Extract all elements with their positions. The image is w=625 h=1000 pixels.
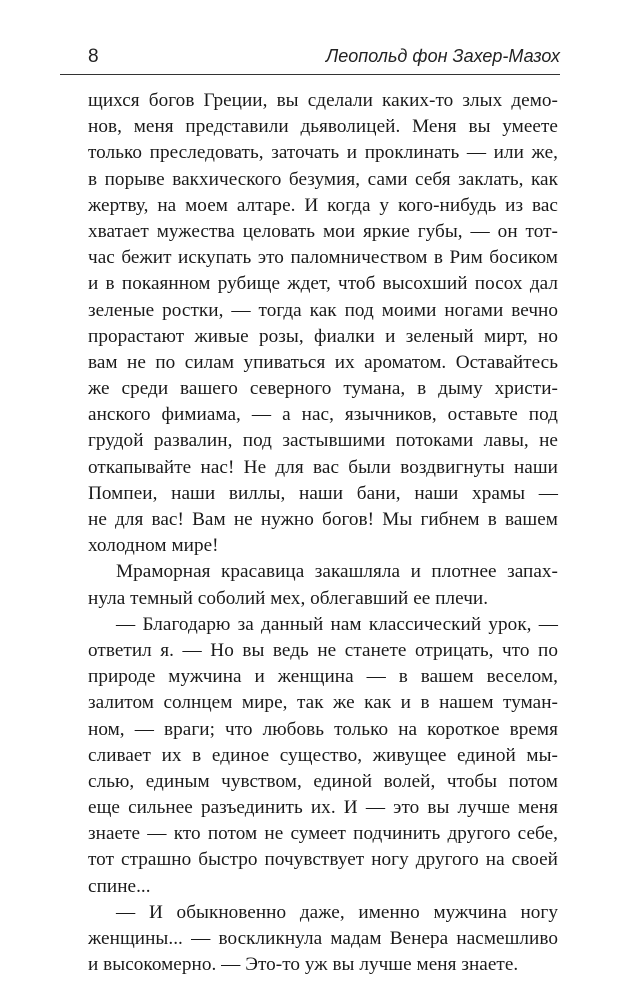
text-line: тот страшно быстро почувствует ногу другого на своей — [88, 849, 558, 871]
text-line: знаете — кто потом не сумеет подчинить другого себе, — [88, 823, 558, 845]
text-line: залитом солнцем мире, так же как и в нашем туман- — [88, 692, 558, 714]
text-line: нула темный соболий мех, облегавший ее плечи. — [88, 587, 489, 609]
text-line: же среди вашего северного тумана, в дыму христи- — [88, 378, 558, 400]
page-number: 8 — [88, 46, 99, 67]
text-line: — И обыкновенно даже, именно мужчина ногу — [116, 901, 558, 923]
text-line: природе мужчина и женщина — в вашем веселом, — [88, 666, 558, 688]
header-rule — [60, 74, 560, 75]
text-line: хватает мужества целовать мои яркие губы, — он тот- — [88, 220, 558, 242]
text-line: не для вас! Вам не нужно богов! Мы гибнем в вашем — [88, 509, 558, 530]
text-line: нов, меня представили дьяволицей. Меня вы умеете — [88, 116, 558, 138]
text-line: холодном мире! — [88, 535, 219, 557]
text-line: зеленые ростки, — тогда как под моими ногами вечно — [88, 299, 558, 321]
text-line: щихся богов Греции, вы сделали каких-то злых демо- — [88, 90, 558, 111]
running-head: Леопольд фон Захер-Мазох — [325, 46, 560, 66]
text-line: ответил я. — Но вы ведь не станете отрицать, что по — [88, 639, 558, 661]
paragraph-3 — [88, 612, 558, 900]
text-line: еще сильнее разъединить их. И — это вы лучше меня — [88, 797, 558, 819]
text-line: час бежит искупать это паломничеством в Рим босиком — [88, 247, 558, 269]
page-header — [60, 40, 560, 72]
text-line: в порыве вакхического безумия, сами себя заклать, как — [88, 168, 558, 190]
text-line: и в покаянном рубище ждет, чтоб высохший посох дал — [88, 273, 558, 295]
text-line: и высокомерно. — Это-то уж вы лучше меня знаете. — [88, 954, 519, 976]
text-line: откапывайте нас! Не для вас были воздвигнуты наши — [88, 456, 558, 478]
text-line: слью, единым чувством, единой волей, чтобы потом — [88, 770, 558, 792]
text-line: — Благодарю за данный нам классический урок, — — [116, 613, 558, 635]
text-line: ном, — враги; что любовь только на короткое время — [88, 718, 558, 740]
text-line: Мраморная красавица закашляла и плотнее запах- — [116, 561, 558, 583]
text-line: спине... — [88, 875, 151, 897]
text-line: прорастают живые розы, фиалки и зеленый мирт, но — [88, 325, 558, 347]
text-line: только преследовать, заточать и проклинать — или же, — [88, 142, 558, 164]
text-line: жертву, на моем алтаре. И когда у кого-нибудь из вас — [88, 194, 558, 216]
text-line: сливает их в единое существо, живущее единой мы- — [88, 744, 558, 766]
text-line: женщины... — воскликнула мадам Венера насмешливо — [88, 928, 558, 949]
text-line: анского фимиама, — а нас, язычников, оставьте под — [88, 404, 558, 426]
text-line: Помпеи, наши виллы, наши бани, наши храмы — — [88, 482, 558, 504]
paragraph-2 — [88, 559, 558, 611]
text-line: грудой развалин, под застывшими потоками лавы, не — [88, 430, 558, 452]
text-line: вам не по силам упиваться их ароматом. Оставайтесь — [88, 351, 558, 373]
body-text — [88, 88, 558, 978]
paragraph-4 — [88, 900, 558, 979]
paragraph-1 — [88, 88, 558, 559]
